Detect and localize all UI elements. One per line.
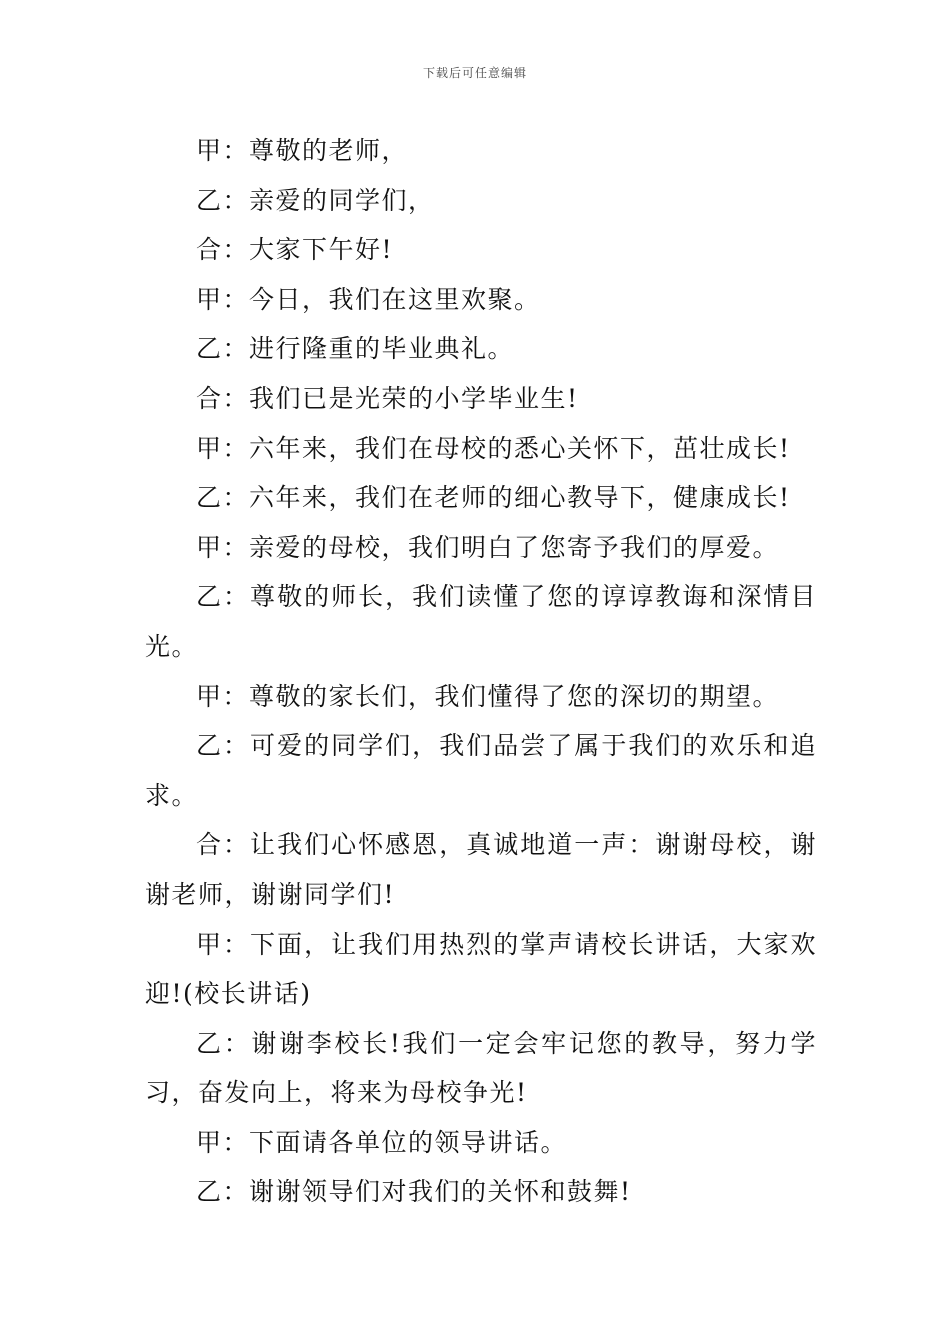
- dialogue-line: 合：让我们心怀感恩，真诚地道一声：谢谢母校，谢谢老师，谢谢同学们!: [145, 830, 817, 909]
- dialogue-line: 合：我们已是光荣的小学毕业生!: [196, 383, 579, 413]
- dialogue-line: 甲：下面请各单位的领导讲话。: [196, 1127, 568, 1157]
- dialogue-line: 甲：六年来，我们在母校的悉心关怀下，茁壮成长!: [196, 433, 791, 463]
- dialogue-line: 甲：今日，我们在这里欢聚。: [196, 284, 541, 314]
- dialogue-line: 甲：下面，让我们用热烈的掌声请校长讲话，大家欢迎!(校长讲话): [145, 929, 817, 1009]
- dialogue-line: 乙：亲爱的同学们，: [196, 185, 435, 215]
- dialogue-line: 乙：尊敬的师长，我们读懂了您的谆谆教诲和深情目光。: [145, 582, 817, 661]
- dialogue-line: 甲：尊敬的老师，: [196, 136, 409, 165]
- dialogue-line: 甲：亲爱的母校，我们明白了您寄予我们的厚爱。: [196, 532, 780, 562]
- dialogue-line: 甲：尊敬的家长们，我们懂得了您的深切的期望。: [196, 681, 780, 711]
- dialogue-line: 乙：进行隆重的毕业典礼。: [196, 334, 515, 364]
- document-body: [145, 126, 817, 1217]
- dialogue-line: 乙：谢谢李校长!我们一定会牢记您的教导，努力学习，奋发向上，将来为母校争光!: [145, 1028, 817, 1108]
- page-header: 下载后可任意编辑: [422, 66, 527, 80]
- dialogue-line: 乙：六年来，我们在老师的细心教导下，健康成长!: [196, 483, 791, 513]
- dialogue-line: 合：大家下午好!: [196, 235, 394, 265]
- dialogue-line: 乙：谢谢领导们对我们的关怀和鼓舞!: [196, 1177, 632, 1207]
- dialogue-line: 乙：可爱的同学们，我们品尝了属于我们的欢乐和追求。: [145, 731, 817, 810]
